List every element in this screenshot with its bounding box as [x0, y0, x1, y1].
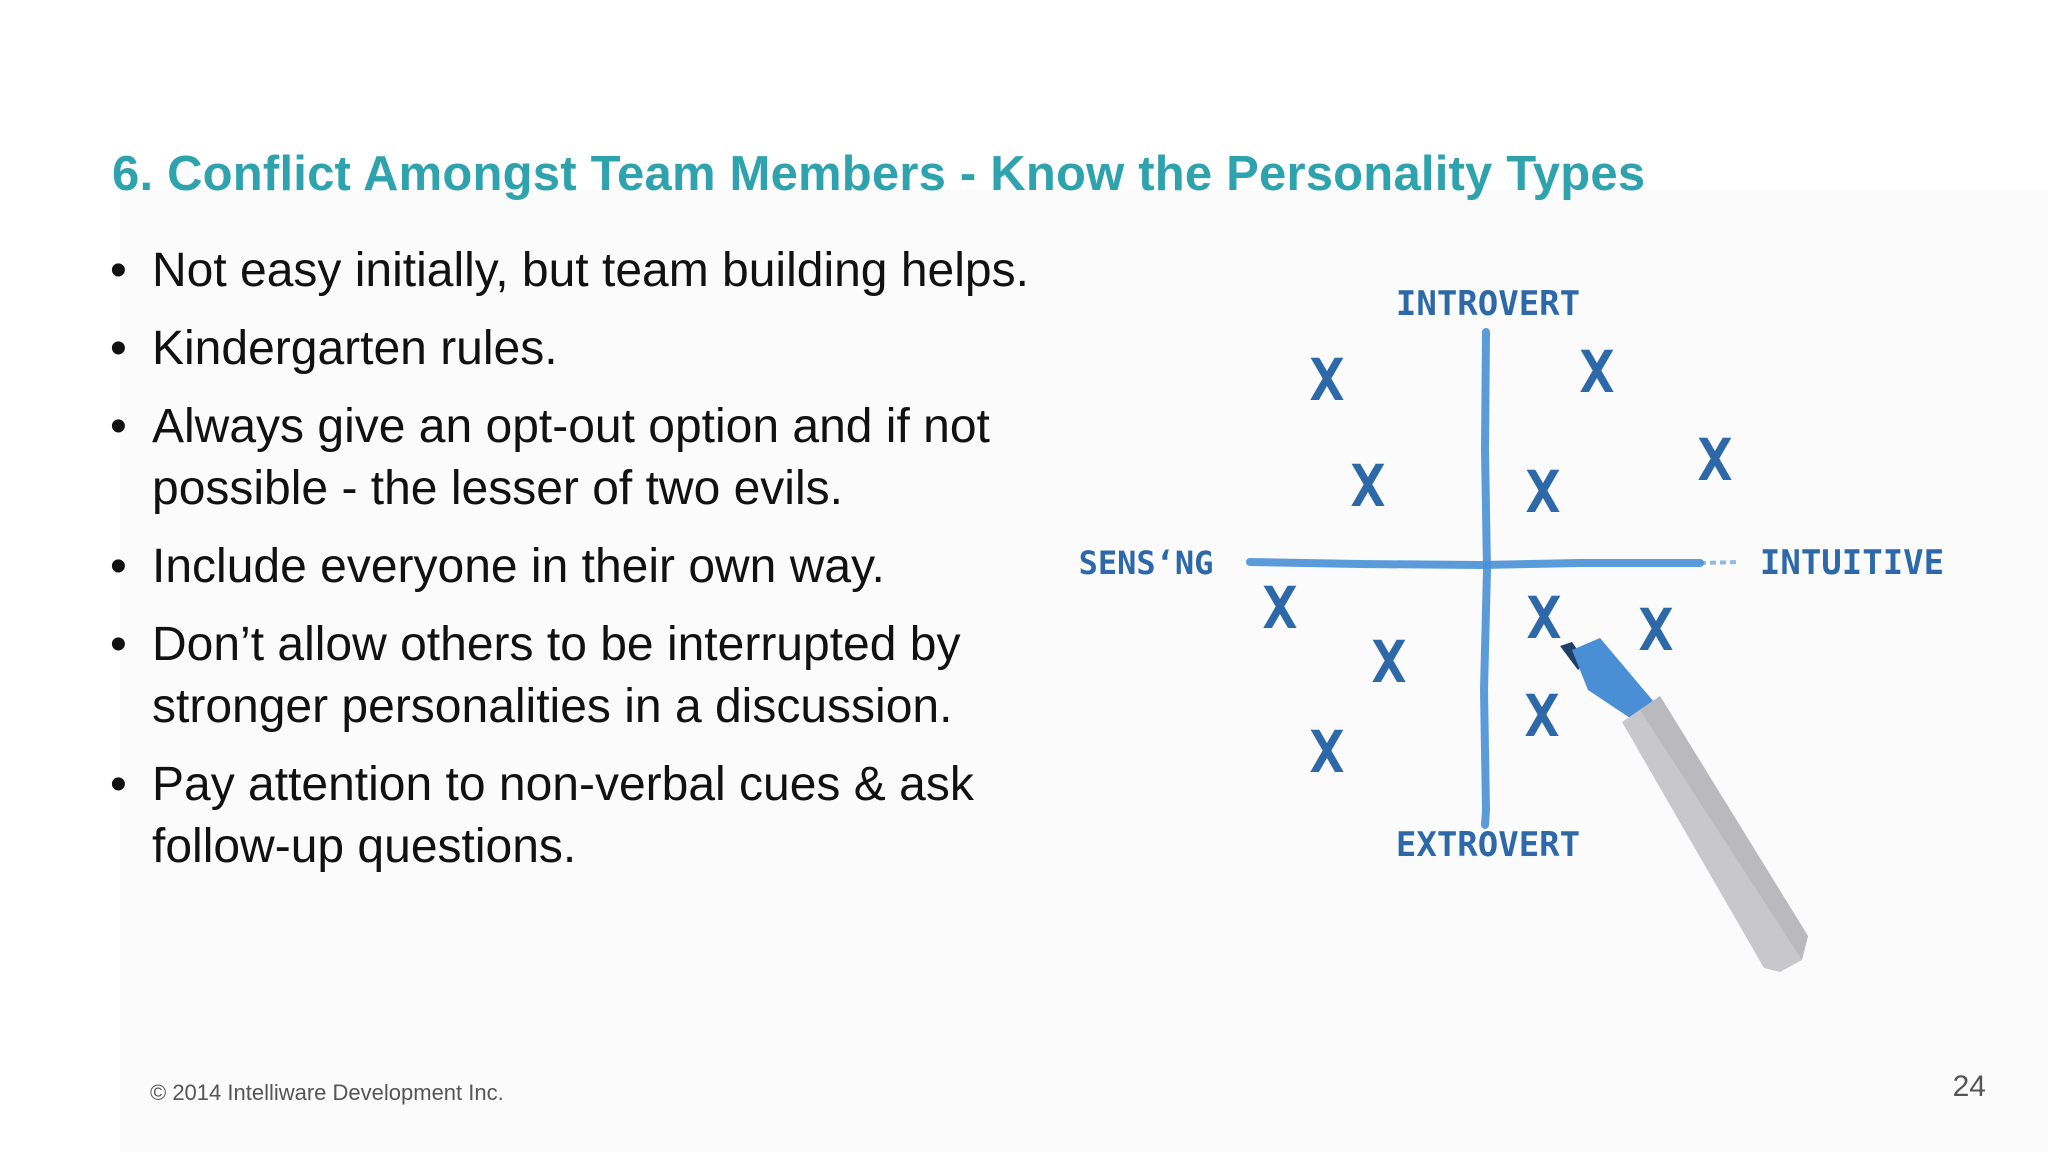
copyright-footer: © 2014 Intelliware Development Inc.: [150, 1080, 504, 1105]
bullet-item: [110, 318, 1110, 380]
bullet-text: Don’t allow others to be interrupted by stronger personalities in a discussion.: [152, 618, 961, 733]
personality-quadrant-figure: [1060, 270, 1980, 990]
bullet-item: [110, 240, 1110, 302]
bullet-text: Kindergarten rules.: [152, 322, 558, 375]
bullet-text: Pay attention to non-verbal cues & ask follow-up questions.: [152, 758, 974, 873]
bullet-item: [110, 396, 1110, 520]
bullet-text: Not easy initially, but team building helps.: [152, 244, 1029, 297]
vertical-axis: [1484, 332, 1487, 825]
x-mark: X: [1262, 574, 1298, 642]
slide-title: 6. Conflict Amongst Team Members - Know the Personality Types: [112, 147, 1646, 201]
bullet-text: Include everyone in their own way.: [152, 540, 885, 593]
x-mark: X: [1309, 346, 1345, 414]
x-mark: X: [1638, 596, 1674, 664]
bullet-item: [110, 614, 1110, 738]
page-number: 24: [1952, 1070, 1986, 1103]
x-mark: X: [1309, 718, 1345, 786]
bullet-dot: •: [110, 540, 127, 593]
marker-pen-icon: [1560, 638, 1808, 972]
bullet-item: [110, 536, 1110, 598]
horizontal-axis-fade: [1700, 562, 1740, 563]
bullet-text: Always give an opt-out option and if not possible - the lesser of two evils.: [152, 400, 990, 515]
x-mark: X: [1524, 682, 1560, 750]
x-mark: X: [1350, 452, 1386, 520]
label-introvert: INTROVERT: [1395, 284, 1581, 324]
x-mark: X: [1579, 338, 1615, 406]
label-extrovert: EXTROVERT: [1395, 825, 1581, 865]
x-mark: X: [1526, 584, 1562, 652]
bullet-dot: •: [110, 400, 127, 453]
horizontal-axis: [1250, 562, 1700, 565]
label-sensing: SENS‘NG: [1078, 544, 1214, 582]
bullet-dot: •: [110, 244, 127, 297]
bullet-dot: •: [110, 758, 127, 811]
x-mark: X: [1371, 628, 1407, 696]
x-mark: X: [1525, 458, 1561, 526]
marker-body: [1622, 696, 1808, 972]
bullet-dot: •: [110, 322, 127, 375]
label-intuitive: INTUITIVE: [1759, 543, 1945, 583]
marker-body-shade: [1640, 696, 1808, 960]
bullet-list: [110, 240, 1110, 894]
bullet-dot: •: [110, 618, 127, 671]
bullet-item: [110, 754, 1110, 878]
x-mark: X: [1697, 426, 1733, 494]
